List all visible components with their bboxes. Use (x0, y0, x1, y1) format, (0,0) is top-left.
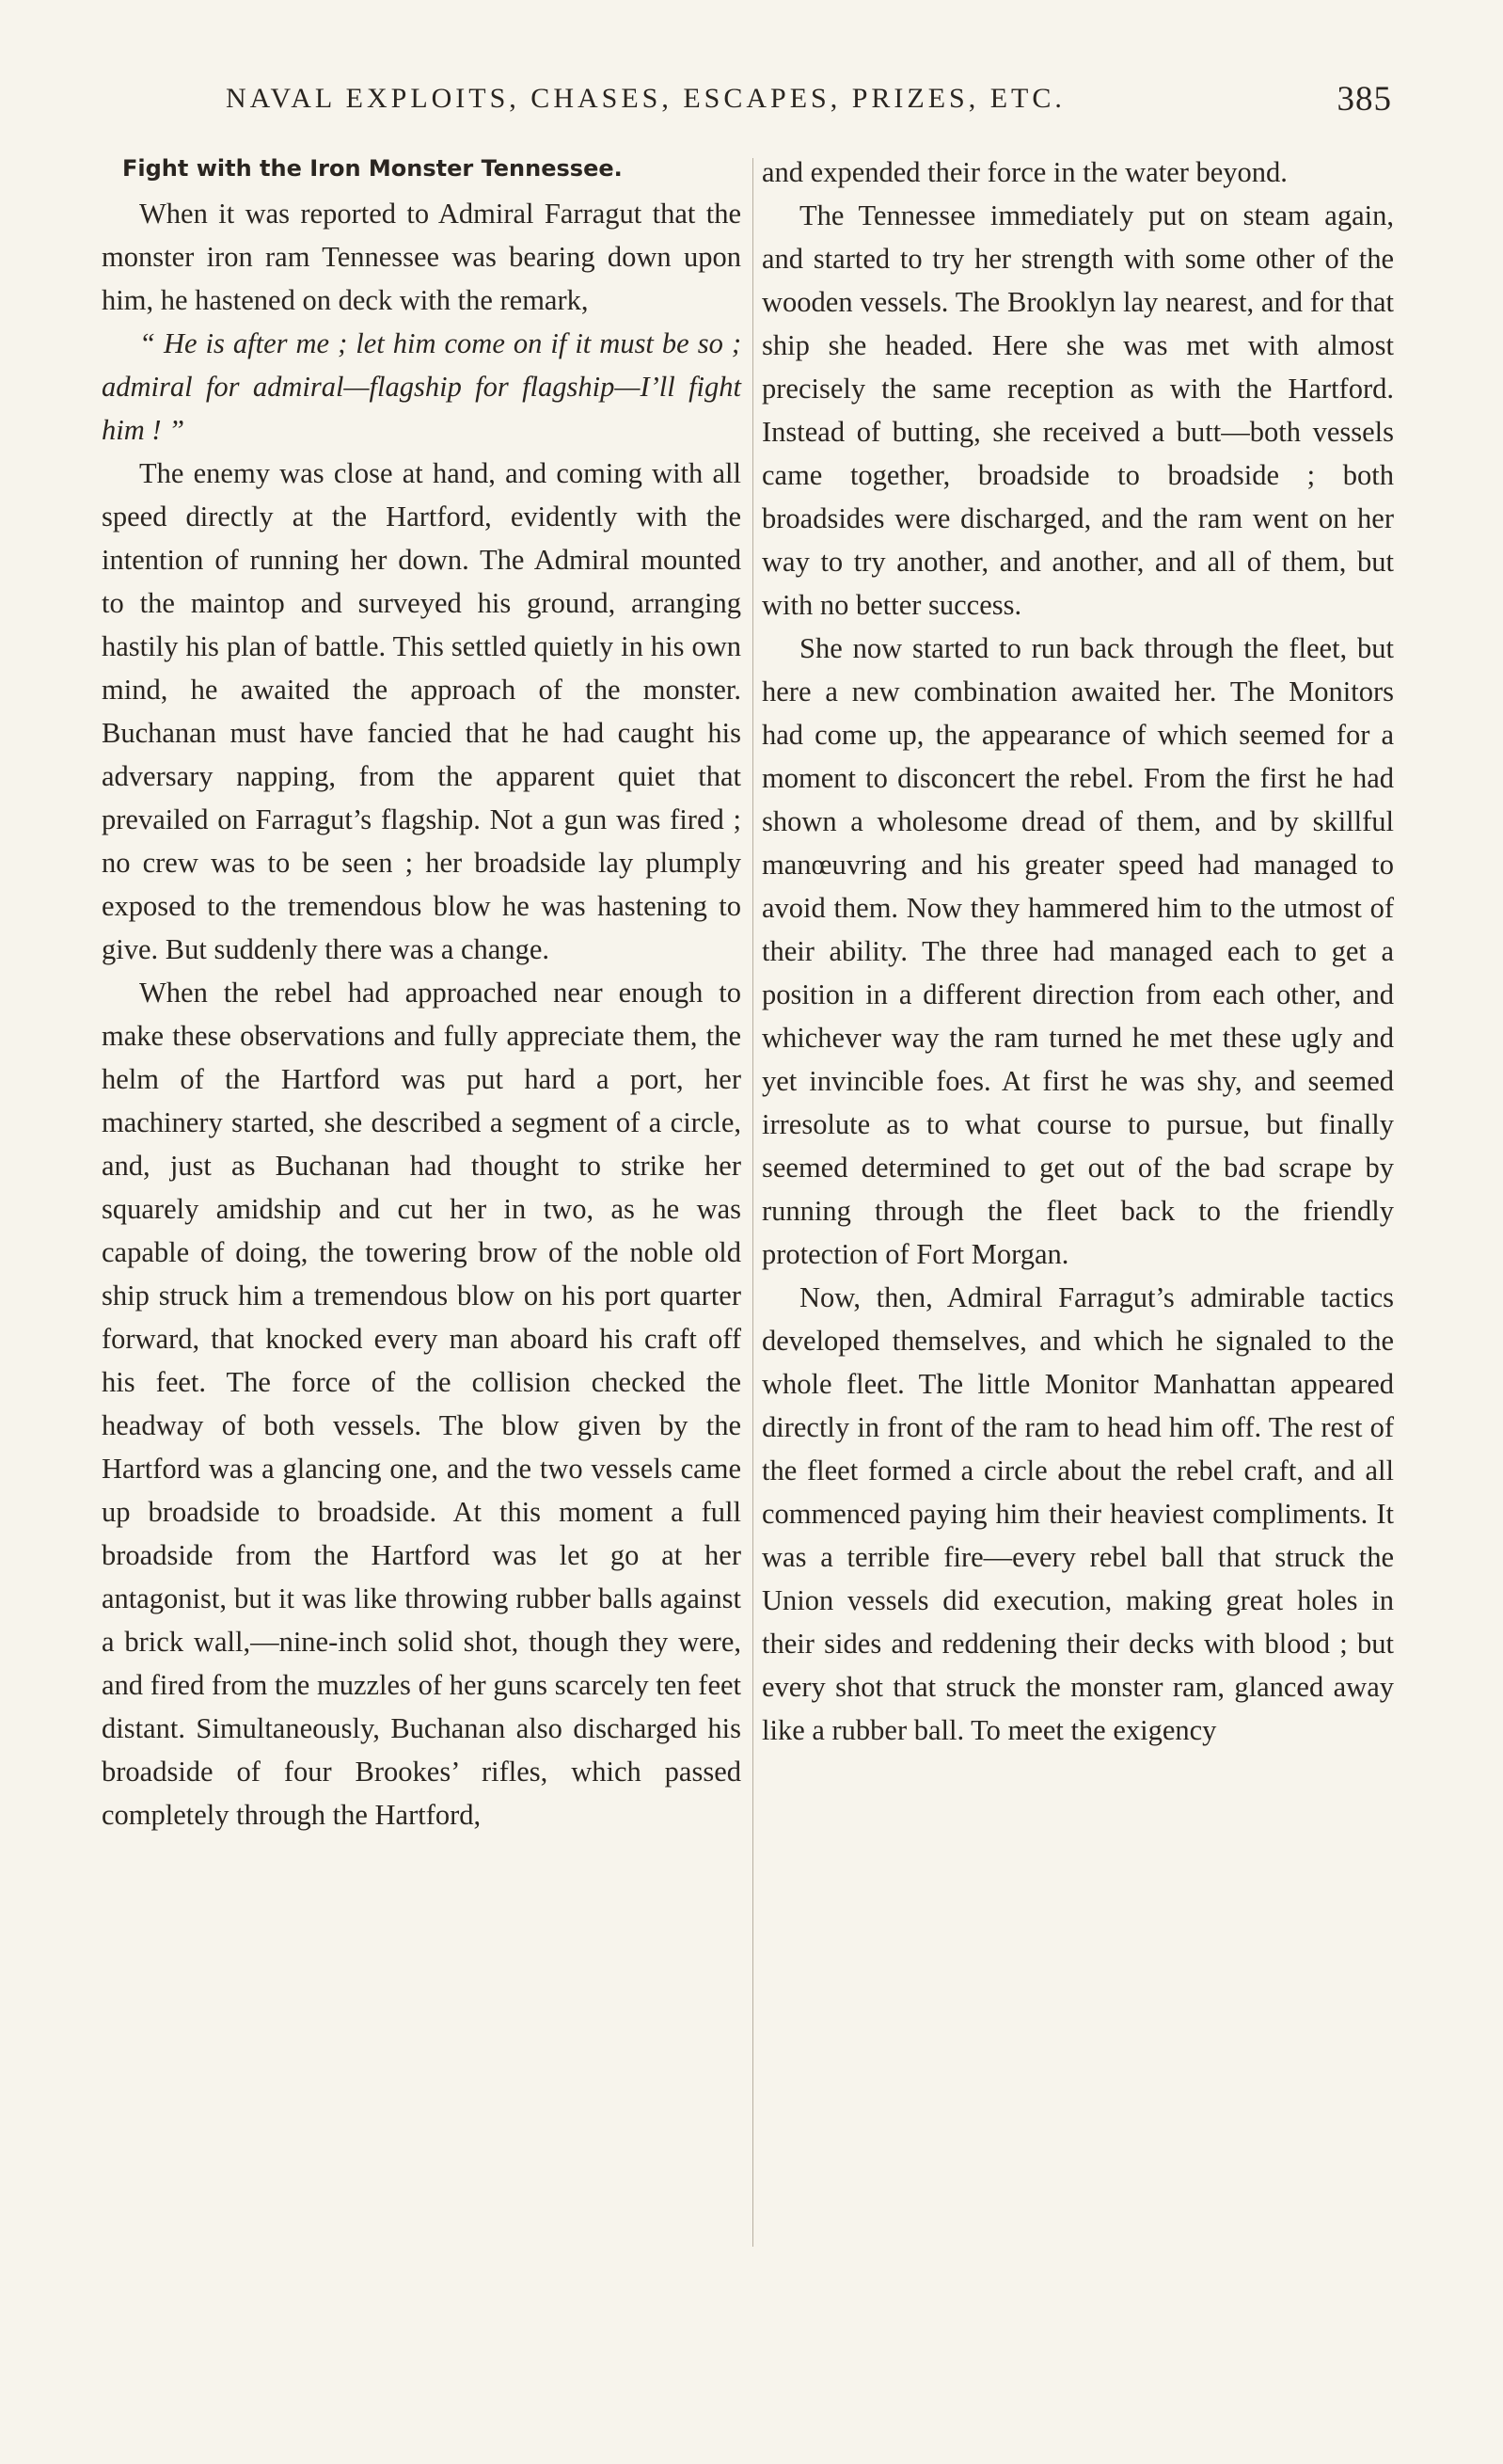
running-header (226, 80, 1392, 120)
paragraph: The enemy was close at hand, and coming with all speed directly at the Hartford, evidently with the intention of running her down. The Admiral mounted to the maintop and surveyed his ground, arranging hastily his plan of battle. This settled quietly in his own mind, he awaited the approach of the monster. Buchanan must have fancied that he had caught his adversary napping, from the apparent quiet that prevailed on Farragut’s flagship. Not a gun was fired ; no crew was to be seen ; her broadside lay plumply exposed to the tremendous blow he was hastening to give. But suddenly there was a change. (102, 457, 741, 965)
quotation: “ He is after me ; let him come on if it must be so ; admiral for admiral—flagship for flagship—I’ll fight him ! ” (102, 327, 741, 446)
left-column (102, 151, 741, 1836)
continued-paragraph: and expended their force in the water beyond. (762, 156, 1288, 188)
right-column (762, 151, 1394, 1752)
paragraph: The Tennessee immediately put on steam again, and started to try her strength with some other of the wooden vessels. The Brooklyn lay nearest, and for that ship she headed. Here she was met with almost precisely the same reception as with the Hartford. Instead of butting, she received a butt—both vessels came together, broadside to broadside ; both broadsides were discharged, and the ram went on her way to try another, and another, and all of them, but with no better success. (762, 199, 1394, 621)
paragraph: She now started to run back through the fleet, but here a new combination awaited her. The Monitors had come up, the appearance of which seemed for a moment to disconcert the rebel. From the first he had shown a wholesome dread of them, and by skillful manœuvring and his greater speed had managed to avoid them. Now they hammered him to the utmost of their ability. The three had managed each to get a position in a different direction from each other, and whichever way the ram turned he met these ugly and yet invincible foes. At first he was shy, and seemed irresolute as to what course to pursue, but finally seemed determined to get out of the bad scrape by running through the fleet back to the friendly protection of Fort Morgan. (762, 632, 1394, 1270)
paragraph: When the rebel had approached near enough to make these observations and fully appreciate them, the helm of the Hartford was put hard a port, her machinery started, she described a segment of a circle, and, just as Buchanan had thought to strike her squarely amidship and cut her in two, as he was capable of doing, the towering brow of the noble old ship struck him a tremendous blow on his port quarter forward, that knocked every man aboard his craft off his feet. The force of the collision checked the headway of both vessels. The blow given by the Hartford was a glancing one, and the two vessels came up broadside to broadside. At this moment a full broadside from the Hartford was let go at her antagonist, but it was like throwing rubber balls against a brick wall,—nine-inch solid shot, though they were, and fired from the muzzles of her guns scarcely ten feet distant. Simultaneously, Buchanan also discharged his broadside of four Brookes’ rifles, which passed completely through the Hartford, (102, 977, 741, 1831)
section-heading: Fight with the Iron Monster Tennessee. (122, 155, 623, 182)
paragraph: Now, then, Admiral Farragut’s admirable tactics developed themselves, and which he signaled to the whole fleet. The little Monitor Manhattan appeared directly in front of the ram to head him off. The rest of the fleet formed a circle about the rebel craft, and all commenced paying him their heaviest compliments. It was a terrible fire—every rebel ball that struck the Union vessels did execution, making great holes in their sides and reddening their decks with blood ; but every shot that struck the monster ram, glanced away like a rubber ball. To meet the exigency (762, 1281, 1394, 1746)
page-number: 385 (1337, 80, 1392, 119)
running-title: NAVAL EXPLOITS, CHASES, ESCAPES, PRIZES, ETC. (226, 83, 1066, 114)
paragraph: When it was reported to Admiral Farragut that the monster iron ram Tennessee was bearing down upon him, he hastened on deck with the remark, (102, 198, 741, 316)
column-divider (752, 158, 753, 2247)
